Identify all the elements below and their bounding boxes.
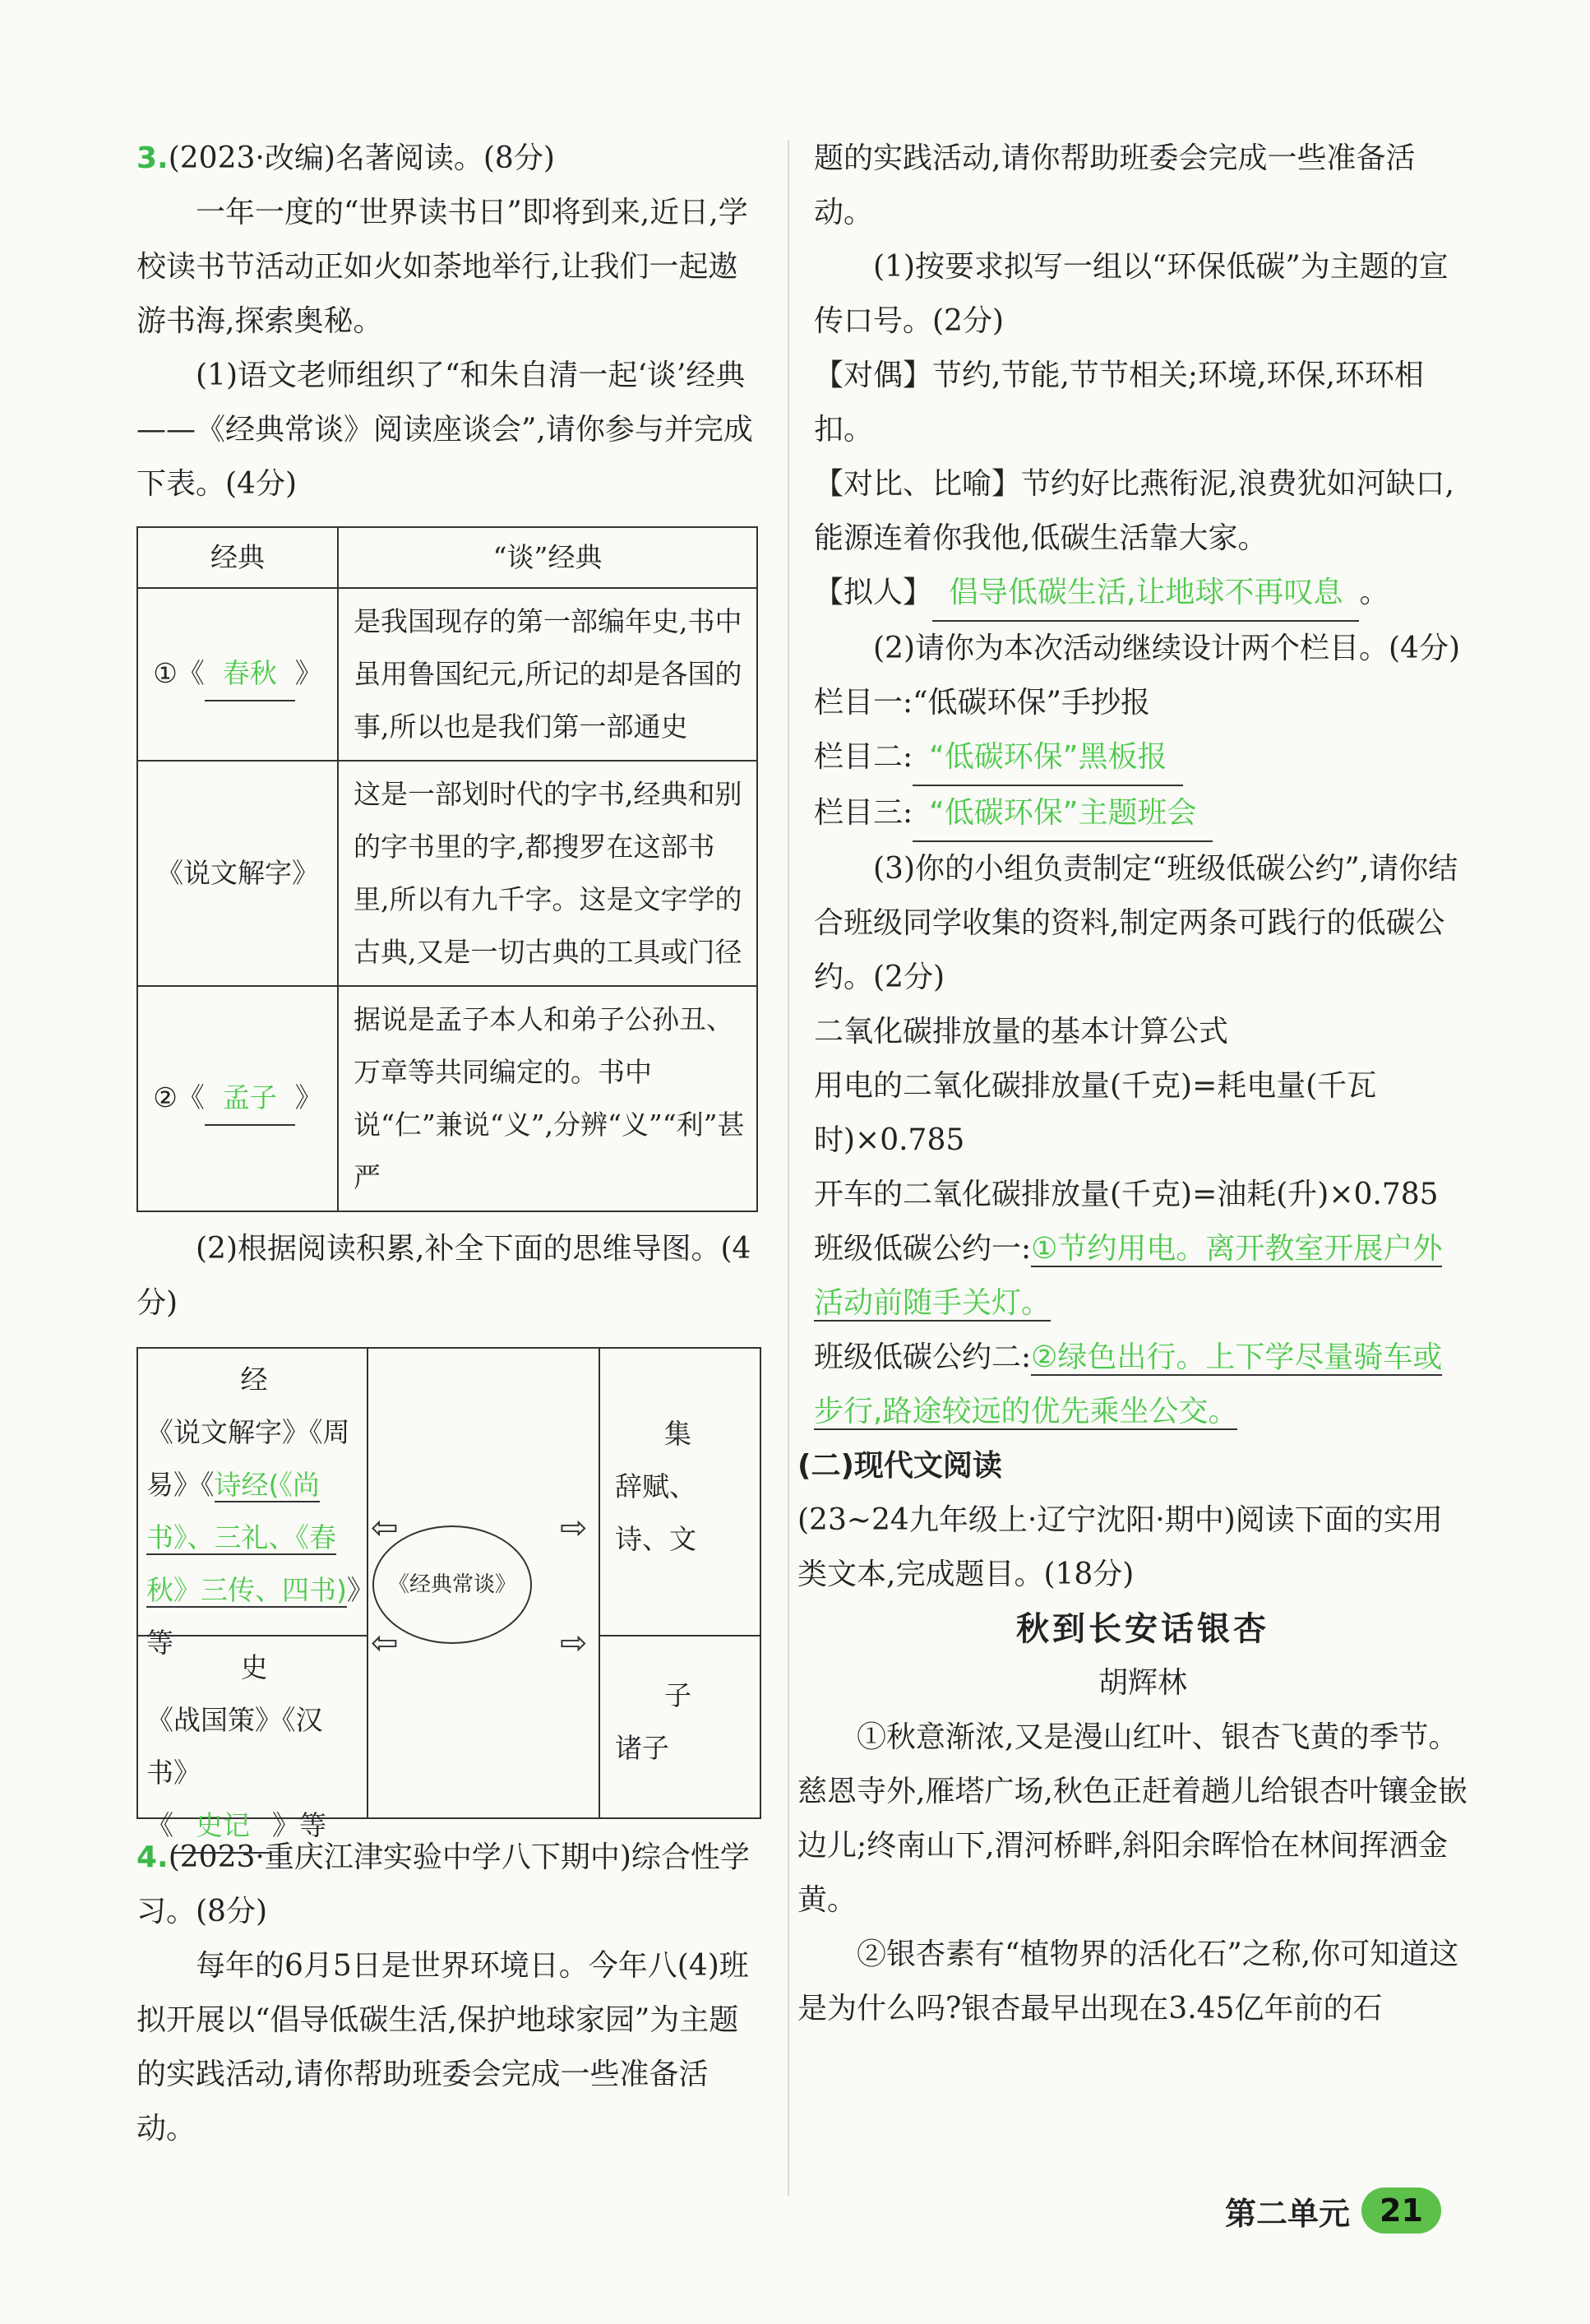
lanmu-1: 栏目一:“低碳环保”手抄报 <box>814 686 1150 720</box>
table-row <box>137 588 757 761</box>
q3-sub2: (2)根据阅读积累,补全下面的思维导图。(4分) <box>136 1232 751 1320</box>
mind-jing-line: 《说文解字》《周 <box>146 1416 350 1448</box>
lanmu-2 <box>814 730 1472 786</box>
bracket-open: ①《 <box>153 657 205 689</box>
bracket-close: 》 <box>294 657 322 689</box>
mind-ji-line2: 诗、文 <box>615 1523 696 1555</box>
gongyue-2 <box>814 1331 1472 1439</box>
mind-shi-answer-line <box>146 1799 362 1854</box>
gongyue-1 <box>814 1222 1472 1331</box>
mind-shi <box>146 1641 362 1854</box>
left-column <box>136 132 761 2146</box>
mind-ji-line1: 辞赋、 <box>615 1470 696 1502</box>
mind-zi <box>615 1669 755 1775</box>
mind-jing-prefix: 易》《 <box>146 1469 215 1501</box>
formula-electric: 用电的二氧化碳排放量(千克)=耗电量(千瓦时)×0.785 <box>814 1069 1377 1157</box>
table-cell-classic <box>137 986 338 1211</box>
article-author: 胡辉林 <box>1098 1666 1187 1700</box>
q4-head-text: (2023·重庆江津实验中学八下期中)综合性学习。(8分) <box>136 1840 750 1928</box>
q4-number: 4. <box>136 1840 169 1874</box>
table-cell-classic <box>137 588 338 761</box>
right-column <box>797 132 1472 2036</box>
gongyue-2-label: 班级低碳公约二: <box>814 1340 1032 1374</box>
answer-niren: 倡导低碳生活,让地球不再叹息 <box>949 576 1343 609</box>
q4-intro: 每年的6月5日是世界环境日。今年八(4)班拟开展以“倡导低碳生活,保护地球家园”为主题的实践活动,请你帮助班委会完成一些准备活动。 <box>136 1949 749 2146</box>
bracket-open: ②《 <box>153 1081 205 1113</box>
answer-gongyue-1: ①节约用电。离开教室开展户外活动前随手关灯。 <box>814 1232 1443 1320</box>
q4-intro-cont: 题的实践活动,请你帮助班委会完成一些准备活动。 <box>814 141 1416 229</box>
mind-zi-line: 诸子 <box>615 1732 669 1764</box>
bracket-open: 《 <box>146 1809 173 1841</box>
mind-jing-answer-line <box>146 1459 362 1669</box>
answer-gongyue-2: ②绿色出行。上下学尽量骑车或步行,路途较远的优先乘坐公交。 <box>814 1340 1443 1428</box>
table-cell-classic: 《说文解字》 <box>137 761 338 986</box>
table-cell-desc: 据说是孟子本人和弟子公孙丑、万章等共同编定的。书中说“仁”兼说“义”,分辨“义”“利”甚严 <box>338 986 757 1211</box>
q3-number: 3. <box>136 141 169 175</box>
reading-source: (23~24九年级上·辽宁沈阳·期中)阅读下面的实用类文本,完成题目。(18分) <box>797 1503 1443 1591</box>
mind-shi-suffix: 》等 <box>272 1809 326 1841</box>
mind-center-label: 《经典常谈》 <box>387 1572 516 1597</box>
slogan-niren-period: 。 <box>1359 576 1389 609</box>
answer-lanmu-3: “低碳环保”主题班会 <box>929 796 1197 830</box>
mind-ji-title: 集 <box>664 1418 691 1450</box>
formula-title: 二氧化碳排放量的基本计算公式 <box>814 1015 1229 1049</box>
lanmu-3-label: 栏目三: <box>814 796 913 830</box>
answer-lanmu-2: “低碳环保”黑板报 <box>929 740 1167 774</box>
mind-jing <box>146 1354 362 1669</box>
table-row <box>137 986 757 1211</box>
arrow-left-icon: ⇦ <box>371 1624 399 1662</box>
classics-table <box>136 526 758 1212</box>
lanmu-3 <box>814 786 1472 842</box>
mind-map <box>136 1347 761 1841</box>
slogan-bili <box>814 457 1472 566</box>
table-header-classic: 经典 <box>137 527 338 588</box>
article-para-1: ①秋意渐浓,又是漫山红叶、银杏飞黄的季节。慈恩寺外,雁塔广场,秋色正赶着趟儿给银杏叶镶金嵌边儿;终南山下,渭河桥畔,斜阳余晖恰在林间挥洒金黄。 <box>797 1720 1468 1917</box>
q3-sub1: (1)语文老师组织了“和朱自清一起‘谈’经典——《经典常谈》阅读座谈会”,请你参与并完成下表。(4分) <box>136 359 753 501</box>
answer-mengzi: 孟子 <box>222 1081 277 1113</box>
slogan-duiou-label: 【对偶】 <box>814 359 933 392</box>
table-cell-desc: 这是一部划时代的字书,经典和别的字书里的字,都搜罗在这部书里,所以有九千字。这是文字学的古典,又是一切古典的工具或门径 <box>338 761 757 986</box>
lanmu-2-label: 栏目二: <box>814 740 913 774</box>
mind-zi-title: 子 <box>664 1679 691 1711</box>
mind-jing-title: 经 <box>240 1363 268 1396</box>
table-header-talk: “谈”经典 <box>338 527 757 588</box>
article-title: 秋到长安话银杏 <box>1016 1609 1269 1648</box>
q3-heading <box>136 132 761 186</box>
column-divider <box>788 140 789 2196</box>
slogan-bili-label: 【对比、比喻】 <box>814 467 1022 501</box>
mind-shi-line: 《战国策》《汉书》 <box>146 1704 323 1789</box>
answer-shiji: 史记 <box>196 1809 250 1841</box>
page-footer <box>1225 2187 1441 2234</box>
slogan-bili-text: 节约好比燕衔泥,浪费犹如河缺口,能源连着你我他,低碳生活靠大家。 <box>814 467 1454 555</box>
article-para-2: ②银杏素有“植物界的活化石”之称,你可知道这是为什么吗?银杏最早出现在3.45亿年前的石 <box>797 1937 1459 2025</box>
slogan-niren-label: 【拟人】 <box>814 576 933 609</box>
q4-sub3: (3)你的小组负责制定“班级低碳公约”,请你结合班级同学收集的资料,制定两条可践行的低碳公约。(2分) <box>814 852 1458 994</box>
bracket-close: 》 <box>294 1081 322 1113</box>
mind-shi-title: 史 <box>240 1651 268 1683</box>
formula-car: 开车的二氧化碳排放量(千克)=油耗(升)×0.785 <box>814 1178 1439 1211</box>
mind-jing-suffix: 》等 <box>146 1574 361 1659</box>
arrow-left-icon: ⇦ <box>371 1509 399 1547</box>
slogan-duiou-text: 节约,节能,节节相关;环境,环保,环环相扣。 <box>814 359 1424 447</box>
arrow-right-icon: ⇨ <box>560 1624 588 1662</box>
table-row <box>137 761 757 986</box>
q3-intro: 一年一度的“世界读书日”即将到来,近日,学校读书节活动正如火如荼地举行,让我们一起遨游书海,探索奥秘。 <box>136 196 748 338</box>
slogan-niren <box>814 566 1472 622</box>
table-cell-desc: 是我国现存的第一部编年史,书中虽用鲁国纪元,所记的却是各国的事,所以也是我们第一部通史 <box>338 588 757 761</box>
answer-chunqiu: 春秋 <box>222 657 277 689</box>
unit-label: 第二单元 <box>1225 2195 1351 2232</box>
q4-sub2: (2)请你为本次活动继续设计两个栏目。(4分) <box>873 632 1460 665</box>
slogan-duiou <box>814 349 1472 457</box>
arrow-right-icon: ⇨ <box>560 1509 588 1547</box>
answer-shijing: 诗经(《尚书》、三礼、《春秋》三传、四书) <box>146 1469 347 1606</box>
mind-ji <box>615 1408 755 1566</box>
q3-head-text: (2023·改编)名著阅读。(8分) <box>168 141 555 175</box>
section-heading: (二)现代文阅读 <box>797 1449 1002 1483</box>
q4-sub1: (1)按要求拟写一组以“环保低碳”为主题的宣传口号。(2分) <box>814 250 1449 338</box>
page-number: 21 <box>1361 2187 1441 2234</box>
gongyue-1-label: 班级低碳公约一: <box>814 1232 1032 1266</box>
